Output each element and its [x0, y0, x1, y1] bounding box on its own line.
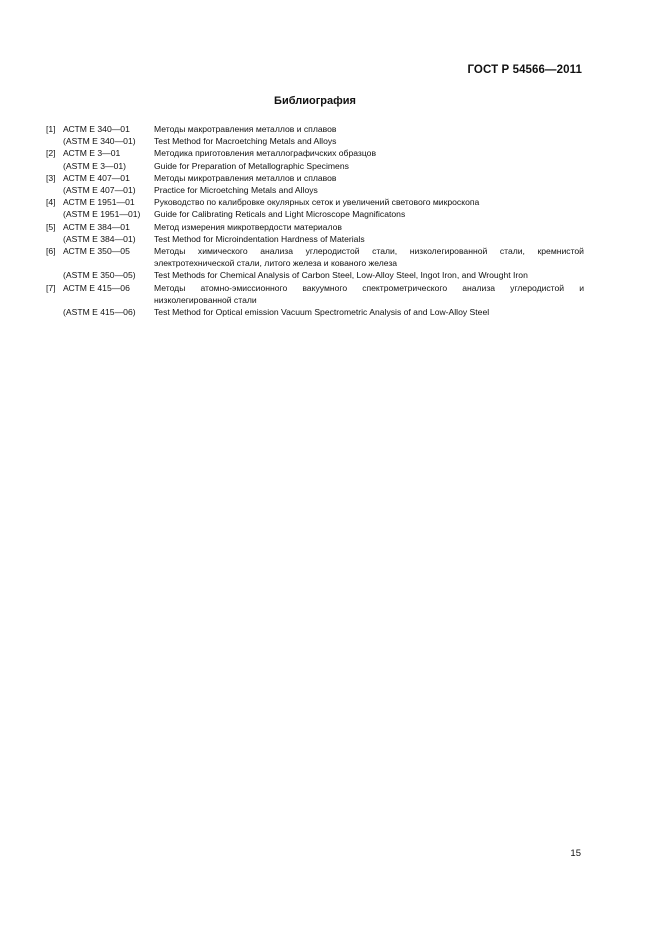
entry-number — [46, 306, 63, 318]
entry-number — [46, 184, 63, 196]
entry-standard-code: (ASTM E 3—01) — [63, 160, 127, 171]
entry-title: Методы атомно-эмиссионного вакуумного спектрометрического анализа углеродистой и низколегированной стали — [154, 282, 584, 305]
bibliography-entry — [46, 172, 584, 184]
entry-title: Test Method for Microindentation Hardness of Materials — [154, 233, 365, 244]
bibliography-entry — [46, 282, 584, 306]
entry-standard-code: (ASTM E 1951—01) — [63, 209, 141, 220]
entry-number: [7] — [46, 282, 56, 293]
entry-title: Test Method for Macroetching Metals and Alloys — [154, 136, 337, 147]
entry-standard-code: АСТМ Е 350—05 — [63, 246, 130, 257]
page-title: Библиография — [274, 95, 356, 107]
bibliography-entry — [46, 221, 584, 233]
entry-title: Методы макротравления металлов и сплавов — [154, 124, 337, 134]
entry-standard-code: (ASTM E 340—01) — [63, 136, 136, 147]
bibliography-entry — [46, 269, 584, 281]
entry-number: [2] — [46, 148, 56, 159]
bibliography-entry — [46, 147, 584, 159]
entry-title: Метод измерения микротвердости материалов — [154, 221, 342, 232]
entry-number: [1] — [46, 124, 56, 134]
bibliography-entry — [46, 184, 584, 196]
entry-title: Руководство по калибровке окулярных сеток и увеличений светового микроскопа — [154, 197, 480, 208]
entry-number — [46, 233, 63, 245]
entry-number: [3] — [46, 172, 56, 183]
entry-standard-code: АСТМ Е 384—01 — [63, 221, 130, 232]
entry-standard-code: (ASTM E 384—01) — [63, 233, 136, 244]
entry-title: Методы химического анализа углеродистой стали, низколегированной стали, кремнистой электротехнической стали, литого железа и кованого железа — [154, 246, 584, 269]
entry-title: Guide for Preparation of Metallographic Specimens — [154, 160, 349, 171]
entry-number — [46, 160, 63, 172]
entry-title: Practice for Microetching Metals and Alloys — [154, 185, 318, 196]
entry-number: [5] — [46, 221, 56, 232]
entry-number — [46, 208, 63, 220]
bibliography-entry — [46, 208, 584, 220]
entry-standard-code: АСТМ Е 3—01 — [63, 148, 121, 159]
entry-standard-code: (ASTM E 415—06) — [63, 307, 136, 318]
bibliography-entry — [46, 245, 584, 269]
page-number: 15 — [570, 848, 581, 859]
entry-number — [46, 135, 63, 147]
entry-standard-code: (ASTM E 350—05) — [63, 270, 136, 281]
entry-title: Guide for Calibrating Reticals and Light Microscope Magnificatons — [154, 209, 406, 220]
entry-number — [46, 269, 63, 281]
entry-title: Методика приготовления металлографичских образцов — [154, 148, 377, 159]
bibliography-entry — [46, 196, 584, 208]
entry-standard-code: АСТМ Е 340—01 — [63, 124, 130, 134]
bibliography-entry — [46, 123, 584, 135]
bibliography-list — [46, 123, 584, 318]
entry-standard-code: АСТМ Е 407—01 — [63, 172, 130, 183]
entry-title: Методы микротравления металлов и сплавов — [154, 172, 337, 183]
bibliography-entry — [46, 233, 584, 245]
bibliography-entry — [46, 306, 584, 318]
entry-title: Test Method for Optical emission Vacuum Spectrometric Analysis of and Low-Alloy Steel — [154, 307, 490, 318]
entry-number: [6] — [46, 246, 56, 257]
entry-number: [4] — [46, 197, 56, 208]
entry-standard-code: (ASTM E 407—01) — [63, 185, 136, 196]
entry-title: Test Methods for Chemical Analysis of Carbon Steel, Low-Alloy Steel, Ingot Iron, and Wrought Iron — [154, 270, 528, 281]
bibliography-entry — [46, 160, 584, 172]
standard-code: ГОСТ Р 54566—2011 — [467, 64, 582, 76]
entry-standard-code: АСТМ Е 415—06 — [63, 282, 130, 293]
bibliography-entry — [46, 135, 584, 147]
entry-standard-code: АСТМ Е 1951—01 — [63, 197, 135, 208]
